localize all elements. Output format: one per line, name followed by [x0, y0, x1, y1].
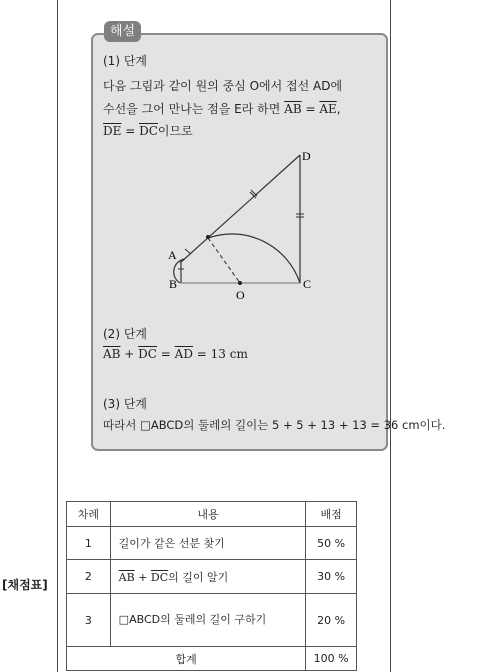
- header-content: 내용: [110, 502, 306, 527]
- page-border-right: [390, 0, 391, 672]
- semicircle-arc: [208, 234, 300, 283]
- table-row: 1 길이가 같은 선분 찾기 50 %: [67, 527, 357, 560]
- radius-oe: [208, 238, 240, 283]
- label-c: C: [303, 277, 312, 291]
- segment-ab: $\overline{AB}$: [284, 102, 302, 116]
- label-b: B: [169, 277, 178, 291]
- step1-line3: $\overline{DE} = \overline{DC}$이므로: [103, 124, 193, 138]
- point-e: [206, 235, 210, 239]
- label-d: D: [302, 149, 311, 163]
- step2-title: (2) 단계: [103, 327, 147, 341]
- table-header-row: [67, 502, 357, 527]
- page-border-left: [57, 0, 58, 672]
- step3-title: (3) 단계: [103, 397, 147, 411]
- table-row: 3 □ABCD의 둘레의 길이 구하기 20 %: [67, 594, 357, 647]
- tangent-line-ad: [180, 155, 300, 263]
- solution-tag: 해설: [104, 21, 141, 42]
- point-o: [238, 281, 242, 285]
- tangent-circle-diagram: [160, 145, 325, 305]
- tick-ae: [185, 249, 191, 254]
- table-row: 2 $\overline{AB} + \overline{DC}$의 길이 알기 30 %: [67, 560, 357, 594]
- segment-ae: $\overline{AE}$: [319, 102, 337, 116]
- scoring-table: [66, 501, 357, 671]
- step2-equation: $\overline{AB} + \overline{DC} = \overline{AD} = 13$ cm: [103, 347, 248, 361]
- segment-de: $\overline{DE}$: [103, 124, 122, 138]
- step1-line2: 수선을 그어 만나는 점을 E라 하면 $\overline{AB} = \overline{AE}$,: [103, 102, 341, 116]
- scoring-table-label: [채점표]: [2, 578, 48, 592]
- header-points: 배점: [306, 502, 357, 527]
- step1-title: (1) 단계: [103, 54, 147, 68]
- table-total-row: [67, 647, 357, 671]
- tick-de-2: [251, 190, 257, 196]
- total-points: 100 %: [306, 647, 357, 671]
- label-a: A: [168, 248, 177, 262]
- segment-dc: $\overline{DC}$: [139, 124, 158, 138]
- step1-line1: 다음 그림과 같이 원의 중심 O에서 접선 AD에: [103, 79, 343, 93]
- label-o: O: [236, 288, 245, 302]
- total-label: 합계: [67, 647, 306, 671]
- header-order: 차례: [67, 502, 111, 527]
- step3-conclusion: 따라서 □ABCD의 둘레의 길이는 5 + 5 + 13 + 13 = 36 cm이다.: [103, 418, 446, 432]
